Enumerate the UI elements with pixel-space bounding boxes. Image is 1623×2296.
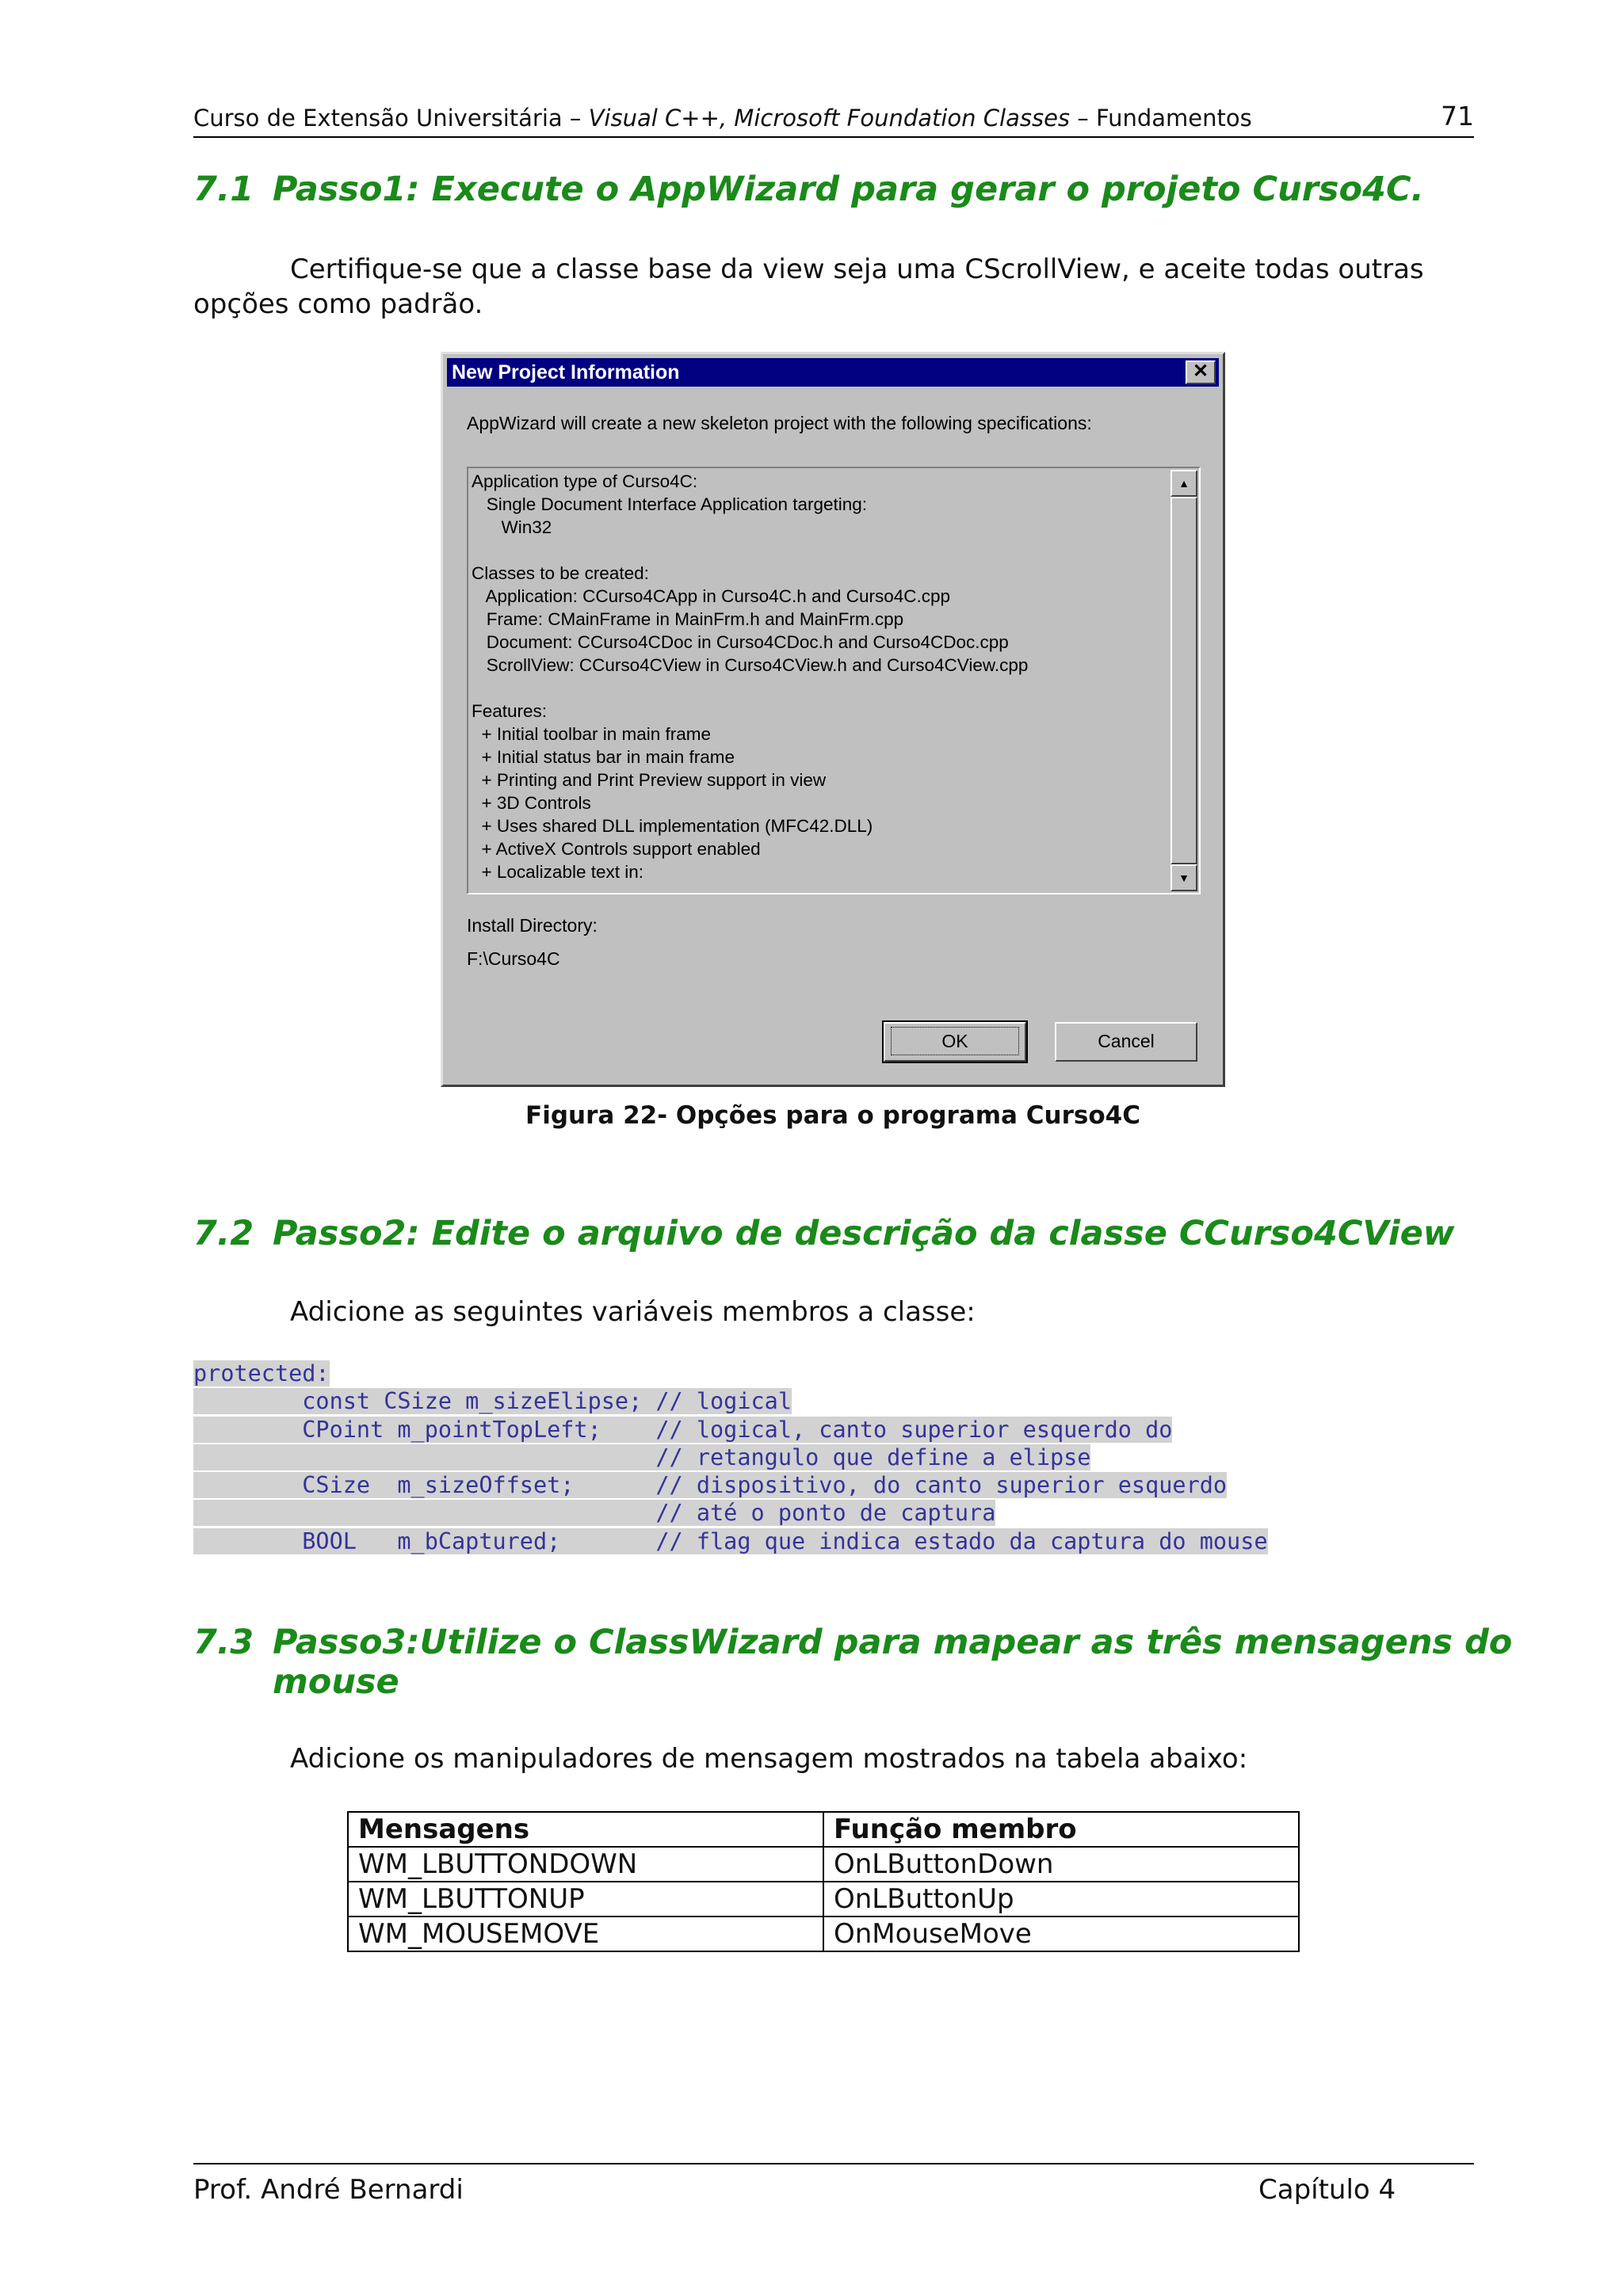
section-heading-7-2	[193, 1214, 1455, 1253]
section-title: Passo1: Execute o AppWizard para gerar o projeto Curso4C.	[273, 170, 1424, 209]
dialog-intro-text: AppWizard will create a new skeleton project with the following specifications:	[467, 413, 1092, 433]
install-directory-label: Install Directory:	[467, 915, 598, 936]
code-line	[193, 1387, 1268, 1415]
code-line	[193, 1360, 1268, 1387]
code-line	[193, 1527, 1268, 1555]
table-cell: OnMouseMove	[823, 1917, 1299, 1951]
table-row	[348, 1847, 1299, 1882]
table-cell: WM_MOUSEMOVE	[348, 1917, 823, 1951]
footer-chapter: Capítulo 4	[1258, 2174, 1396, 2206]
scroll-up-icon[interactable]: ▲	[1170, 470, 1197, 497]
code-text: // retangulo que define a elipse	[193, 1444, 1091, 1470]
paragraph: Adicione as seguintes variáveis membros a classe:	[290, 1296, 976, 1328]
footer-author: Prof. André Bernardi	[193, 2174, 464, 2206]
code-text: protected:	[193, 1360, 330, 1386]
page-number: 71	[1441, 101, 1474, 132]
message-handlers-table	[347, 1811, 1300, 1952]
table-cell: OnLButtonUp	[823, 1882, 1299, 1917]
table-row	[348, 1917, 1299, 1951]
code-line	[193, 1499, 1268, 1527]
install-directory-path: F:\Curso4C	[467, 948, 560, 969]
new-project-information-dialog	[441, 352, 1225, 1087]
ok-button[interactable]	[884, 1022, 1026, 1062]
specifications-listbox[interactable]	[467, 467, 1201, 894]
cancel-button[interactable]: Cancel	[1055, 1022, 1197, 1062]
section-number: 7.3	[193, 1623, 254, 1662]
section-heading-7-1	[193, 170, 1424, 209]
table-row	[348, 1882, 1299, 1917]
section-title: Passo2: Edite o arquivo de descrição da classe CCurso4CView	[273, 1214, 1455, 1253]
dialog-title-bar	[447, 358, 1219, 387]
ok-button-label: OK	[891, 1027, 1019, 1055]
paragraph: Adicione os manipuladores de mensagem mostrados na tabela abaixo:	[290, 1743, 1248, 1775]
paragraph-line: Certifique-se que a classe base da view seja uma CScrollView, e aceite todas outras	[290, 254, 1424, 285]
specifications-text: Application type of Curso4C: Single Document Interface Application targeting: Win32 Classes to be created: Application: CCurso4CApp in Curso4C.h and Curso4C.cpp Frame: CMainFrame in MainFrm.h and MainFrm.cpp Document: CCurso4CDoc in Curso4CDoc.h and Curso4CDoc.cpp ScrollView: CCurso4CView in Curso4CView.h and Curso4CView.cpp Features: + Initial toolbar in main frame + Initial status bar in main frame + Printing and Print Preview support in view + 3D Controls + Uses shared DLL implementation (MFC42.DLL) + ActiveX Controls support enabled + Localizable text in:	[472, 471, 1029, 882]
header-suffix: – Fundamentos	[1070, 105, 1252, 132]
section-title: Passo3:Utilize o ClassWizard para mapear as três mensagens do	[273, 1623, 1513, 1662]
table-header: Mensagens	[348, 1812, 823, 1847]
code-block	[193, 1360, 1268, 1555]
code-text: CSize m_sizeOffset; // dispositivo, do canto superior esquerdo	[193, 1472, 1228, 1499]
code-text: const CSize m_sizeElipse; // logical	[193, 1388, 792, 1415]
scrollbar-thumb[interactable]	[1170, 497, 1197, 864]
paragraph-line: opções como padrão.	[193, 288, 483, 320]
page-header	[193, 97, 1474, 138]
code-text: // até o ponto de captura	[193, 1500, 996, 1527]
code-line	[193, 1471, 1268, 1499]
code-line	[193, 1416, 1268, 1444]
page-footer	[193, 2163, 1474, 2206]
section-number: 7.1	[193, 170, 254, 209]
header-prefix: Curso de Extensão Universitária –	[193, 105, 589, 132]
figure-caption: Figura 22- Opções para o programa Curso4C	[525, 1101, 1140, 1130]
table-header: Função membro	[823, 1812, 1299, 1847]
table-cell: WM_LBUTTONUP	[348, 1882, 823, 1917]
dialog-title: New Project Information	[452, 361, 680, 383]
table-cell: OnLButtonDown	[823, 1847, 1299, 1882]
code-text: CPoint m_pointTopLeft; // logical, canto superior esquerdo do	[193, 1416, 1173, 1443]
section-heading-7-3	[193, 1623, 1512, 1662]
close-icon[interactable]: ✕	[1186, 360, 1216, 384]
scroll-down-icon[interactable]: ▼	[1170, 864, 1197, 891]
table-header-row	[348, 1812, 1299, 1847]
section-number: 7.2	[193, 1214, 254, 1253]
vertical-scrollbar[interactable]	[1170, 470, 1197, 891]
header-text	[193, 105, 1252, 132]
section-heading-7-3-continued: mouse	[273, 1662, 399, 1702]
header-italic-title: Visual C++, Microsoft Foundation Classes	[588, 105, 1071, 132]
table-cell: WM_LBUTTONDOWN	[348, 1847, 823, 1882]
code-text: BOOL m_bCaptured; // flag que indica estado da captura do mouse	[193, 1527, 1268, 1554]
code-line	[193, 1444, 1268, 1471]
